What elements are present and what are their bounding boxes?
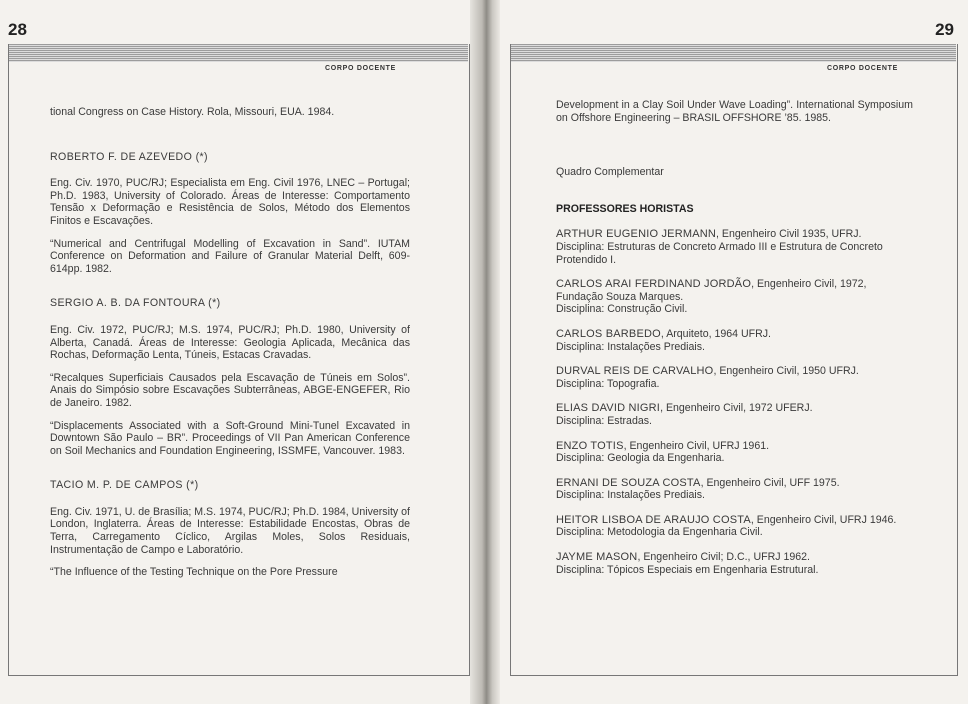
professor-entry <box>556 228 913 266</box>
person-publication: “Numerical and Centrifugal Modelling of Excavation in Sand”. IUTAM Conference on Deformation and Failure of Granular Material Delft, 609-614pp. 1982. <box>50 237 410 275</box>
person-publication: “Recalques Superficiais Causados pela Escavação de Túneis em Solos”. Anais do Simpósio sobre Escavações Subterrâneas, ABGE-ENGEFER, Rio de Janeiro. 1982. <box>50 371 410 409</box>
right-page <box>490 0 968 704</box>
section-header: CORPO DOCENTE <box>827 65 898 72</box>
left-page <box>0 0 478 704</box>
continuation-text: Development in a Clay Soil Under Wave Loading”. International Symposium on Offshore Engineering – BRASIL OFFSHORE ’85. 1985. <box>556 99 913 124</box>
person-name: ROBERTO F. DE AZEVEDO (*) <box>50 150 208 163</box>
professor-entry <box>556 328 913 353</box>
professor-name: JAYME MASON <box>556 551 638 564</box>
professor-entry <box>556 402 913 427</box>
professor-name: DURVAL REIS DE CARVALHO <box>556 365 714 378</box>
professor-name: CARLOS BARBEDO <box>556 327 661 340</box>
professor-entry <box>556 477 913 502</box>
professor-discipline: Disciplina: Estradas. <box>556 414 652 427</box>
page-number: 29 <box>935 20 954 39</box>
professor-info: , Engenheiro Civil, UFRJ 1961. <box>623 439 770 452</box>
professor-info: , Engenheiro Civil, UFF 1975. <box>700 476 840 489</box>
professor-info: , Engenheiro Civil, 1972 UFERJ. <box>660 402 813 415</box>
professor-discipline: Disciplina: Instalações Prediais. <box>556 489 705 502</box>
professor-entry <box>556 514 913 539</box>
professor-info: , Engenheiro Civil; D.C., UFRJ 1962. <box>637 551 810 564</box>
professor-name: ERNANI DE SOUZA COSTA <box>556 476 701 489</box>
left-content <box>50 106 410 579</box>
professor-name: ELIAS DAVID NIGRI <box>556 402 661 415</box>
person-name: TACIO M. P. DE CAMPOS (*) <box>50 479 199 492</box>
professor-name: ENZO TOTIS <box>556 439 624 452</box>
section-label: Quadro Complementar <box>556 166 664 179</box>
section-header: CORPO DOCENTE <box>325 65 396 72</box>
professor-name: CARLOS ARAI FERDINAND JORDÃO <box>556 278 752 291</box>
professor-info: , Engenheiro Civil, UFRJ 1946. <box>750 513 897 526</box>
professor-entry <box>556 551 913 576</box>
professor-name: ARTHUR EUGENIO JERMANN <box>556 228 717 241</box>
professor-discipline: Disciplina: Tópicos Especiais em Engenharia Estrutural. <box>556 563 819 576</box>
professor-name: HEITOR LISBOA DE ARAUJO COSTA <box>556 513 751 526</box>
professor-info: , Arquiteto, 1964 UFRJ. <box>660 327 772 340</box>
person-name: SERGIO A. B. DA FONTOURA (*) <box>50 297 221 310</box>
professor-discipline: Disciplina: Geologia da Engenharia. <box>556 452 725 465</box>
professor-discipline: Disciplina: Construção Civil. <box>556 303 688 316</box>
professor-entry <box>556 365 913 390</box>
professor-discipline: Disciplina: Estruturas de Concreto Armado III e Estrutura de Concreto Protendido I. <box>556 240 883 266</box>
professor-discipline: Disciplina: Instalações Prediais. <box>556 340 705 353</box>
professor-info: , Engenheiro Civil 1935, UFRJ. <box>716 228 862 241</box>
person-bio: Eng. Civ. 1970, PUC/RJ; Especialista em Eng. Civil 1976, LNEC – Portugal; Ph.D. 1983, University of Colorado. Áreas de Interesse: Comportamento Tensão x Deformação e Resistência de Solos, Método dos Elementos Finitos e Escavações. <box>50 177 410 227</box>
person-bio: Eng. Civ. 1971, U. de Brasília; M.S. 1974, PUC/RJ; Ph.D. 1984, University of London, Inglaterra. Áreas de Interesse: Estabilidade Encostas, Obras de Terra, Carregamento Cíclico, Argilas Moles, Solos Residuais, Instrumentação de Campo e Laboratório. <box>50 505 410 556</box>
person-bio: Eng. Civ. 1972, PUC/RJ; M.S. 1974, PUC/RJ; Ph.D. 1980, University of Alberta, Canadá. Áreas de Interesse: Geologia Aplicada, Mecânica das Rochas, Deformação Lenta, Túneis, Estacas Cravadas. <box>50 323 410 362</box>
page-number: 28 <box>8 20 27 39</box>
professor-info: , Engenheiro Civil, 1950 UFRJ. <box>713 365 859 378</box>
right-content <box>556 99 913 576</box>
professor-discipline: Disciplina: Metodologia da Engenharia Civil. <box>556 526 763 539</box>
person-publication: “Displacements Associated with a Soft-Ground Mini-Tunel Excavated in Downtown São Paulo – BR”. Proceedings of VII Pan American Conference on Soil Mechanics and Foundation Engineering, ISSMFE, Vancouver. 1983. <box>50 419 410 457</box>
professor-entry <box>556 440 913 465</box>
professor-info: , Engenheiro Civil, 1972, Fundação Souza Marques. <box>556 278 867 303</box>
continuation-text: tional Congress on Case History. Rola, Missouri, EUA. 1984. <box>50 106 335 118</box>
book-gutter <box>470 0 500 704</box>
person-publication: “The Influence of the Testing Technique on the Pore Pressure <box>50 566 338 579</box>
section-title: PROFESSORES HORISTAS <box>556 202 694 215</box>
professor-discipline: Disciplina: Topografia. <box>556 377 660 390</box>
professor-entry <box>556 278 913 316</box>
